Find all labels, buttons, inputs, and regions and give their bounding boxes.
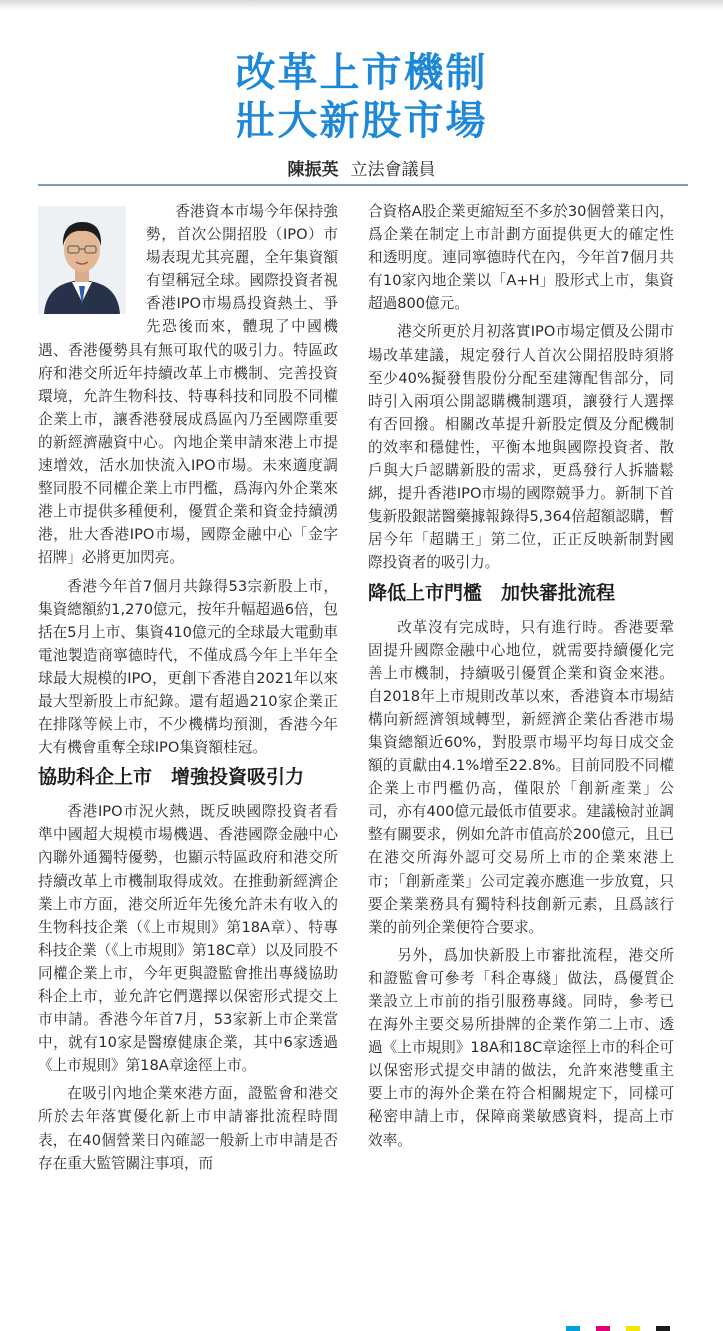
section-heading: 協助科企上市 增強投資吸引力 (38, 766, 305, 789)
registration-mark-cyan (566, 1326, 580, 1331)
section-heading: 降低上市門檻 加快審批流程 (368, 581, 616, 604)
paragraph: 另外，爲加快新股上市審批流程，港交所和證監會可參考「科企專綫」做法，爲優質企業設立上市前的指引服務專綫。同時，參考已在海外主要交易所掛牌的企業作第二上市、透過《上市規則》18A和18C章途徑上市的科企可以保密形式提交申請的做法，允許來港雙重主要上市的海外企業在符合相關規定下，同樣可秘密申請上市，保障商業敏感資料，提高上市效率。 (368, 946, 674, 1149)
byline (0, 155, 723, 180)
paragraph: 合資格A股企業更縮短至不多於30個營業日內，爲企業在制定上市計劃方面提供更大的確定性和透明度。連同寧德時代在內，今年首7個月共有10家內地企業以「A+H」股形式上市，集資超過800億元。 (368, 203, 674, 313)
top-shadow (0, 0, 723, 10)
paragraph: 改革沒有完成時，只有進行時。香港要鞏固提升國際金融中心地位，就需要持續優化完善上市機制，持續吸引優質企業和資金來港。自2018年上市規則改革以來，香港資本市場結構向新經濟領域轉型，新經濟企業佔香港市場集資總額近60%，對股票市場平均每日成交金額的貢獻由4.1%增至22.8%。目前同股不同權企業上市門檻仍高，僅限於「創新產業」公司，亦有400億元最低市值要求。建議檢討並調整有關要求，例如允許市值高於200億元，且已在港交所海外認可交易所上市的企業來港上市；「創新產業」公司定義亦應進一步放寬，只要企業業務具有獨特科技創新元素，且爲該行業的前列企業便符合要求。 (368, 618, 674, 936)
paragraph: 香港資本市場今年保持強勢，首次公開招股（IPO）市場表現尤其亮麗，全年集資額有望稱冠全球。國際投資者視香港IPO市場爲投資熱土、爭先恐後而來，體現了中國機遇、香港優勢具有無可取代的吸引力。特區政府和港交所近年持續改革上市機制、完善投資環境，允許生物科技、特專科技和同股不同權企業上市，讓香港發展成爲區內乃至國際重要的新經濟融資中心。內地企業申請來港上市提速增效，活水加快流入IPO市場。未來適度調整同股不同權企業上市門檻，爲海內外企業來港上市提供多種便利，優質企業和資金持續湧港，壯大香港IPO市場，國際金融中心「金字招牌」必將更加閃亮。 (38, 203, 338, 567)
headline-line-2: 壯大新股市場 (235, 98, 488, 144)
paragraph: 香港IPO市況火熱，既反映國際投資者看準中國超大規模市場機遇、香港國際金融中心內聯外通獨特優勢，也顯示特區政府和港交所持續改革上市機制取得成效。在推動新經濟企業上市方面，港交所近年先後允許未有收入的生物科技企業（《上市規則》第18A章）、特專科技企業（《上市規則》第18C章）以及同股不同權企業上市，今年更與證監會推出專綫協助科企上市，並允許它們選擇以保密形式提交上市申請。香港今年首7月，53家新上市企業當中，就有10家是醫療健康企業，其中6家透過《上市規則》第18A章途徑上市。 (38, 803, 338, 1075)
author-photo (38, 206, 126, 314)
headline-line-1: 改革上市機制 (235, 50, 488, 96)
author-position: 立法會議員 (350, 160, 436, 180)
paragraph: 香港今年首7個月共錄得53宗新股上市，集資總額約1,270億元，按年升幅超過6倍，包括在5月上市、集資410億元的全球最大電動車電池製造商寧德時代，不僅成爲今年上半年全球最大規模的IPO，更創下香港自2021年以來最大型新股上市紀錄。還有超過210家企業正在排隊等候上市，不少機構均預測，香港今年大有機會重奪全球IPO集資額桂冠。 (38, 577, 338, 757)
paragraph: 港交所更於月初落實IPO市場定價及公開市場改革建議，規定發行人首次公開招股時須將至少40%擬發售股份分配至建簿配售部分，同時引入兩項公開認購機制選項，讓發行人選擇有否回撥。相關改革提升新股定價及分配機制的效率和穩健性，平衡本地與國際投資者、散戶與大戶認購新股的需求，更爲發行人拆牆鬆綁，提升香港IPO市場的國際競爭力。新制下首隻新股銀諾醫藥據報錄得5,364倍超額認購，暫居今年「超購王」第二位，正正反映新制對國際投資者的吸引力。 (368, 323, 674, 572)
article-column-left (38, 200, 338, 1180)
header-divider (38, 184, 688, 186)
author-name: 陳振英 (287, 160, 339, 180)
registration-mark-magenta (596, 1326, 610, 1331)
paragraph: 在吸引內地企業來港方面，證監會和港交所於去年落實優化新上市申請審批流程時間表，在40個營業日內確認一般新上市申請是否存在重大監管關注事項，而 (38, 1085, 338, 1172)
registration-mark-black (656, 1326, 670, 1331)
registration-mark-yellow (626, 1326, 640, 1331)
article-column-right (368, 200, 674, 1157)
